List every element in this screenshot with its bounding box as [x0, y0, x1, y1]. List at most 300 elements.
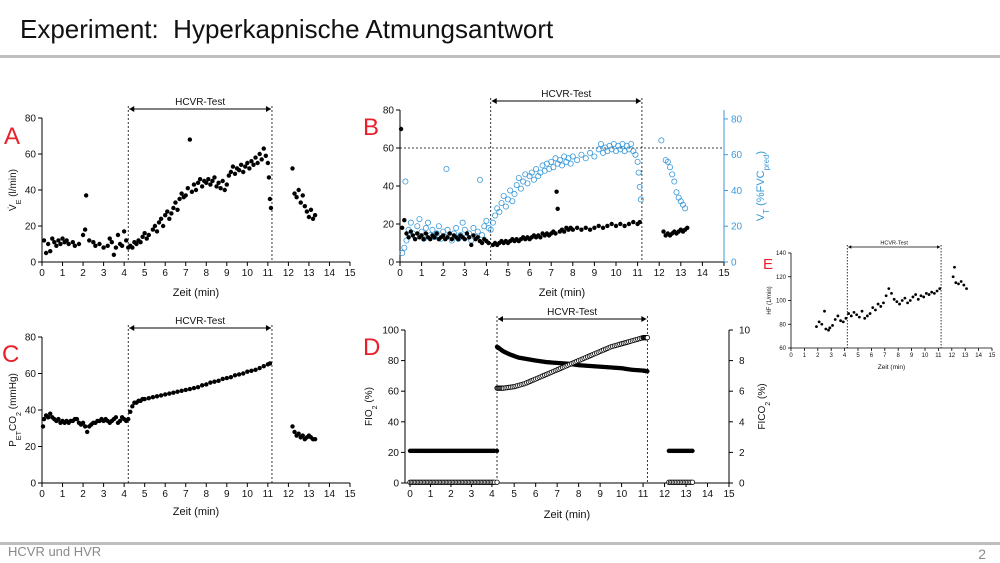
x-tick-label-A: 2 [80, 268, 86, 279]
data-point-C [151, 395, 155, 399]
y-tick-label-E: 100 [775, 298, 786, 305]
data-point-A [307, 215, 311, 219]
data-point-A [223, 188, 227, 192]
data-point-B-right [402, 245, 407, 250]
data-point-E [882, 301, 885, 304]
x-tick-label-B: 10 [610, 268, 622, 279]
data-point-A [264, 154, 268, 158]
data-point-B-right [575, 157, 580, 162]
x-tick-label-E: 13 [961, 353, 969, 359]
data-point-B-right [518, 186, 523, 191]
data-point-A [251, 163, 255, 167]
data-point-A [212, 175, 216, 179]
data-point-B-left [445, 235, 449, 239]
data-point-B-right [579, 152, 584, 157]
data-point-E [869, 312, 872, 315]
data-point-A [97, 242, 101, 246]
x-tick-label-E: 10 [921, 353, 929, 359]
y-tick-label-A: 20 [24, 221, 36, 233]
data-point-E [815, 325, 818, 328]
x-tick-label-D: 5 [511, 489, 517, 500]
data-point-A [262, 146, 266, 150]
data-point-B-right [508, 188, 513, 193]
panel-label-A: A [4, 123, 21, 151]
data-point-B-left [400, 226, 404, 230]
y-tick-label-C: 80 [24, 332, 36, 344]
data-point-C [142, 397, 146, 401]
data-point-E [842, 320, 845, 323]
test-annotation-C: HCVR-Test [175, 316, 226, 327]
data-point-B-right [587, 150, 592, 155]
data-point-C [237, 372, 241, 376]
data-point-A [161, 224, 165, 228]
y-tick-label-B: 40 [382, 181, 394, 193]
x-tick-label-A: 6 [162, 268, 168, 279]
data-point-E [847, 312, 850, 315]
data-point-A [46, 242, 50, 246]
data-point-B-right [659, 138, 664, 143]
slide-title: Experiment: Hyperkapnische Atmungsantwort [20, 14, 554, 44]
data-point-A [77, 242, 81, 246]
data-point-A [247, 166, 251, 170]
data-point-B-left [486, 241, 490, 245]
data-point-B-left [554, 190, 558, 194]
data-point-B-right [635, 159, 640, 164]
data-point-A [206, 177, 210, 181]
data-point-A [177, 197, 181, 201]
data-point-E [858, 316, 861, 319]
data-point-A [159, 217, 163, 221]
data-point-B-right [471, 225, 476, 230]
data-point-C [196, 385, 200, 389]
data-point-A [241, 170, 245, 174]
x-tick-label-D: 10 [616, 489, 628, 500]
y-tick-label-right-D: 4 [739, 417, 745, 429]
data-point-B-right [460, 220, 465, 225]
data-point-B-right [510, 199, 515, 204]
data-point-E [824, 328, 827, 331]
y-tick-label-A: 80 [24, 113, 36, 125]
y-tick-label-B: 20 [382, 219, 394, 231]
data-point-A [44, 251, 48, 255]
x-tick-label-C: 3 [100, 489, 107, 500]
data-point-A [290, 166, 294, 170]
data-point-B-right [598, 141, 603, 146]
x-tick-label-B: 11 [632, 268, 643, 279]
data-point-A [237, 168, 241, 172]
data-point-E [965, 287, 968, 290]
data-point-C [262, 364, 266, 368]
data-point-B-right [477, 177, 482, 182]
data-point-B-left [406, 235, 410, 239]
data-point-D-left [495, 449, 499, 453]
data-point-B-left [476, 235, 480, 239]
data-point-B-right [568, 161, 573, 166]
test-arrow-head-left-C [129, 325, 134, 331]
data-point-E [952, 275, 955, 278]
data-point-A [124, 238, 128, 242]
data-point-B-right [503, 204, 508, 209]
data-point-A [231, 164, 235, 168]
data-point-C [208, 380, 212, 384]
data-point-E [853, 311, 856, 314]
panel-label-C: C [2, 341, 20, 369]
data-point-C [192, 386, 196, 390]
data-point-B-left [631, 220, 635, 224]
data-point-A [81, 233, 85, 237]
x-tick-label-A: 12 [282, 268, 294, 279]
x-tick-label-B: 12 [653, 268, 665, 279]
data-point-A [165, 209, 169, 213]
data-point-A [299, 200, 303, 204]
x-tick-label-B: 7 [548, 268, 554, 279]
data-point-B-left [413, 237, 417, 241]
x-tick-label-A: 7 [182, 268, 189, 279]
y-tick-label-B: 60 [382, 143, 394, 155]
data-point-B-right [636, 170, 641, 175]
data-point-B-left [588, 228, 592, 232]
data-point-E [874, 309, 877, 312]
data-point-E [887, 287, 890, 290]
data-point-B-left [575, 226, 579, 230]
y-tick-label-A: 60 [24, 149, 36, 161]
x-tick-label-E: 3 [829, 353, 833, 359]
data-point-C [249, 369, 253, 373]
test-arrow-head-right-E [937, 245, 940, 249]
x-tick-label-B: 14 [696, 268, 708, 279]
data-point-B-right [531, 177, 536, 182]
data-point-A [106, 244, 110, 248]
data-point-E [818, 320, 821, 323]
data-point-C [126, 417, 130, 421]
data-point-B-left [447, 231, 451, 235]
data-point-C [184, 388, 188, 392]
y-tick-label-left-D: 80 [387, 356, 399, 368]
data-point-D-right [645, 335, 649, 339]
data-point-A [188, 137, 192, 141]
data-point-A [303, 204, 307, 208]
data-point-C [233, 373, 237, 377]
data-point-E [960, 280, 963, 283]
x-tick-label-E: 9 [909, 353, 914, 359]
data-point-C [179, 389, 183, 393]
y-tick-label-C: 0 [30, 478, 36, 490]
data-point-A [54, 244, 58, 248]
data-point-B-left [428, 237, 432, 241]
y-axis-label-C: $P_{ET}CO_2$ (mmHg) [8, 373, 23, 447]
data-point-E [906, 301, 909, 304]
data-point-B-left [441, 233, 445, 237]
data-point-B-left [597, 224, 601, 228]
data-point-B-left [411, 233, 415, 237]
data-point-B-right [592, 154, 597, 159]
data-point-C [257, 366, 261, 370]
data-point-E [904, 297, 907, 300]
data-point-C [155, 394, 159, 398]
data-point-A [66, 242, 70, 246]
data-point-E [834, 318, 837, 321]
data-point-A [169, 211, 173, 215]
data-point-A [184, 193, 188, 197]
data-point-B-right [525, 181, 530, 186]
x-tick-label-C: 7 [182, 489, 189, 500]
data-point-C [128, 410, 132, 414]
data-point-A [305, 209, 309, 213]
data-point-A [198, 177, 202, 181]
x-tick-label-A: 1 [59, 268, 66, 279]
x-tick-label-E: 6 [869, 353, 874, 359]
x-tick-label-D: 12 [658, 489, 671, 500]
y-axis-label-right-D: $FICO_2$ (%) [757, 383, 772, 430]
y-tick-label-B: 0 [388, 257, 394, 269]
test-arrow-head-right-D [641, 316, 646, 322]
data-point-B-left [399, 127, 403, 131]
test-arrow-head-right-B [636, 98, 641, 104]
data-point-E [837, 315, 840, 318]
data-point-B-left [435, 231, 439, 235]
data-point-B-right [596, 147, 601, 152]
x-tick-label-C: 8 [203, 489, 210, 500]
data-point-A [255, 161, 259, 165]
data-point-B-left [592, 226, 596, 230]
data-point-B-left [609, 222, 613, 226]
x-axis-label-C: Zeit (min) [172, 506, 220, 518]
data-point-B-right [417, 216, 422, 221]
x-tick-label-D: 4 [489, 489, 495, 500]
data-point-B-right [667, 165, 672, 170]
y-tick-label-E: 80 [779, 322, 786, 329]
data-point-E [917, 298, 920, 301]
y-tick-label-right-B: 40 [731, 185, 743, 197]
x-axis-label-A: Zeit (min) [172, 287, 220, 299]
y-tick-label-left-D: 40 [387, 417, 399, 429]
data-point-A [84, 193, 88, 197]
panel-label-E: E [763, 256, 774, 273]
x-tick-label-B: 0 [397, 268, 403, 279]
data-point-A [116, 233, 120, 237]
x-tick-label-E: 11 [935, 353, 942, 359]
x-tick-label-C: 11 [262, 489, 274, 500]
y-tick-label-right-D: 8 [739, 356, 745, 368]
data-point-B-left [538, 235, 542, 239]
y-axis-label-right-B: $V_T$ $(\%FVC_{pred})$ [755, 150, 771, 222]
x-tick-label-B: 15 [718, 268, 730, 279]
x-tick-label-A: 13 [303, 268, 315, 279]
data-point-A [42, 238, 46, 242]
test-annotation-D: HCVR-Test [547, 307, 598, 318]
data-point-A [101, 245, 105, 249]
data-point-A [294, 195, 298, 199]
y-tick-label-left-D: 20 [387, 447, 399, 459]
data-point-A [93, 244, 97, 248]
data-point-B-left [404, 231, 408, 235]
y-axis-label-left-D: $FIO_2$ (%) [364, 386, 379, 427]
data-point-B-right [403, 179, 408, 184]
data-point-A [266, 161, 270, 165]
data-point-B-left [480, 241, 484, 245]
data-point-B-left [605, 224, 609, 228]
data-point-A [296, 188, 300, 192]
data-point-E [893, 298, 896, 301]
data-point-B-right [492, 213, 497, 218]
data-point-B-right [672, 179, 677, 184]
data-point-A [130, 245, 134, 249]
data-point-C [313, 437, 317, 441]
data-point-E [839, 319, 842, 322]
x-tick-label-A: 8 [203, 268, 210, 279]
data-point-C [41, 424, 45, 428]
test-arrow-head-left-B [492, 98, 497, 104]
data-point-A [73, 244, 77, 248]
data-point-B-left [584, 226, 588, 230]
x-tick-label-A: 3 [100, 268, 107, 279]
data-point-B-left [422, 237, 426, 241]
data-point-A [225, 182, 229, 186]
x-tick-label-B: 4 [483, 268, 490, 279]
y-tick-label-A: 0 [30, 257, 36, 269]
x-tick-label-D: 0 [407, 489, 413, 500]
data-point-C [241, 371, 245, 375]
data-point-A [269, 206, 273, 210]
data-point-A [216, 181, 220, 185]
data-point-B-right [549, 159, 554, 164]
data-point-B-right [629, 141, 634, 146]
data-point-E [828, 326, 831, 329]
data-point-E [898, 303, 901, 306]
data-point-E [930, 291, 933, 294]
test-arrow-head-left-A [129, 106, 134, 112]
y-axis-label-E: HF (1/min) [767, 286, 773, 315]
x-tick-label-E: 15 [988, 353, 996, 359]
x-tick-label-A: 15 [344, 268, 356, 279]
y-tick-label-A: 40 [24, 185, 36, 197]
data-point-B-left [471, 233, 475, 237]
data-point-A [200, 184, 204, 188]
data-point-C [85, 430, 89, 434]
data-point-C [147, 396, 151, 400]
x-axis-label-B: Zeit (min) [538, 287, 586, 299]
x-tick-label-E: 5 [856, 353, 860, 359]
data-point-B-left [450, 237, 454, 241]
x-tick-label-C: 15 [344, 489, 356, 500]
data-point-B-right [559, 163, 564, 168]
data-point-B-right [444, 166, 449, 171]
data-point-E [871, 306, 874, 309]
data-point-A [313, 213, 317, 217]
panel-label-D: D [363, 334, 381, 362]
y-tick-label-left-D: 0 [393, 478, 399, 490]
x-tick-label-A: 9 [224, 268, 230, 279]
data-point-A [194, 188, 198, 192]
data-point-B-right [454, 225, 459, 230]
data-point-B-right [423, 225, 428, 230]
data-point-A [257, 152, 261, 156]
data-point-A [110, 240, 114, 244]
data-point-B-left [432, 235, 436, 239]
data-point-B-left [469, 243, 473, 247]
data-point-B-right [475, 229, 480, 234]
x-tick-label-E: 7 [883, 353, 887, 359]
x-tick-label-E: 14 [975, 353, 982, 359]
data-point-B-right [638, 197, 643, 202]
data-point-A [229, 170, 233, 174]
data-point-E [831, 324, 834, 327]
data-point-B-left [614, 224, 618, 228]
x-tick-label-C: 5 [141, 489, 148, 500]
y-tick-label-right-B: 60 [731, 150, 743, 162]
y-tick-label-C: 60 [24, 369, 36, 380]
y-tick-label-C: 20 [24, 442, 36, 453]
data-point-C [204, 382, 208, 386]
test-arrow-head-left-D [498, 316, 503, 322]
y-tick-label-E: 120 [775, 274, 786, 281]
data-point-A [120, 244, 124, 248]
data-point-C [229, 375, 233, 379]
x-tick-label-D: 11 [637, 489, 649, 500]
data-point-C [167, 391, 171, 395]
x-axis-label-E: Zeit (min) [877, 364, 906, 371]
data-point-C [114, 415, 118, 419]
x-tick-label-E: 1 [802, 353, 807, 359]
data-point-A [267, 175, 271, 179]
data-point-C [220, 377, 224, 381]
x-tick-label-A: 10 [241, 268, 253, 279]
data-point-A [147, 233, 151, 237]
data-point-D-left [645, 369, 649, 373]
data-point-E [877, 303, 880, 306]
data-point-A [153, 224, 157, 228]
data-point-C [212, 380, 216, 384]
x-tick-label-D: 7 [554, 489, 560, 500]
panel-label-B: B [363, 114, 380, 142]
x-tick-label-A: 5 [141, 268, 148, 279]
data-point-C [83, 424, 87, 428]
data-point-A [192, 182, 196, 186]
x-tick-label-E: 8 [896, 353, 900, 359]
data-point-B-left [685, 226, 689, 230]
data-point-B-right [583, 156, 588, 161]
data-point-A [83, 227, 87, 231]
x-tick-label-C: 10 [241, 489, 253, 500]
data-point-A [58, 242, 62, 246]
data-point-C [253, 368, 257, 372]
data-point-C [290, 424, 294, 428]
footer-text: HCVR und HVR [8, 544, 102, 559]
x-tick-label-B: 1 [418, 268, 425, 279]
data-point-E [953, 266, 956, 269]
x-tick-label-B: 6 [526, 268, 533, 279]
x-tick-label-B: 3 [462, 268, 468, 279]
y-tick-label-C: 40 [24, 405, 36, 417]
data-point-A [260, 157, 264, 161]
data-point-B-left [456, 237, 460, 241]
data-point-A [233, 172, 237, 176]
data-point-E [845, 317, 848, 320]
data-point-E [820, 323, 823, 326]
x-tick-label-A: 14 [323, 268, 336, 279]
data-point-B-left [555, 207, 559, 211]
data-point-B-right [436, 224, 441, 229]
data-point-E [879, 305, 882, 308]
data-point-B-left [571, 228, 575, 232]
data-point-A [48, 249, 52, 253]
data-point-E [855, 313, 858, 316]
x-tick-label-E: 12 [948, 353, 956, 359]
data-point-B-right [479, 233, 484, 238]
data-point-B-right [516, 175, 521, 180]
x-tick-label-B: 2 [440, 268, 446, 279]
data-point-A [268, 197, 272, 201]
